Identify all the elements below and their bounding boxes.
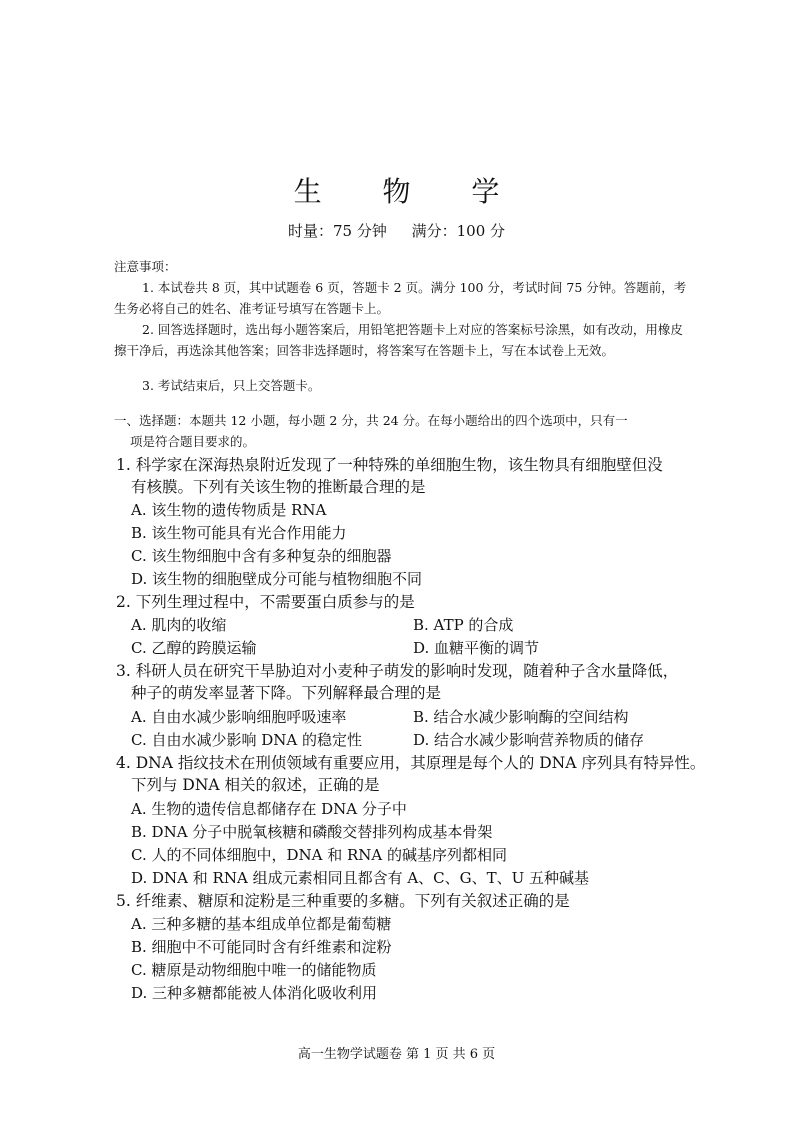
notice-item-2: 2. 回答选择题时，选出每小题答案后，用铅笔把答题卡上对应的答案标号涂黑，如有改动，用橡皮擦干净后，再选涂其他答案；回答非选择题时，将答案写在答题卡上，写在本试卷上无效。 — [114, 322, 683, 358]
question-3-stem: 3. 科研人员在研究干旱胁迫对小麦种子萌发的影响时发现，随着种子含水量降低， — [116, 662, 679, 680]
question-4-stem: 4. DNA 指纹技术在刑侦领域有重要应用，其原理是每个人的 DNA 序列具有特异性。 — [116, 754, 706, 772]
exam-info — [0, 220, 793, 241]
question-1-option-d: D. 该生物的细胞壁成分可能与植物细胞不同 — [131, 570, 423, 588]
page-footer: 高一生物学试题卷 第 1 页 共 6 页 — [297, 1047, 496, 1062]
notice-item-1: 1. 本试卷共 8 页，其中试题卷 6 页，答题卡 2 页。满分 100 分，考试时间 75 分钟。答题前，考生务必将自己的姓名、准考证号填写在答题卡上。 — [114, 280, 687, 316]
question-5-option-a: A. 三种多糖的基本组成单位都是葡萄糖 — [131, 915, 392, 933]
question-4-stem-cont: 下列与 DNA 相关的叙述，正确的是 — [131, 776, 380, 794]
question-5-stem: 5. 纤维素、糖原和淀粉是三种重要的多糖。下列有关叙述正确的是 — [116, 892, 570, 910]
section-heading — [114, 410, 689, 452]
question-5-option-b: B. 细胞中不可能同时含有纤维素和淀粉 — [131, 938, 392, 956]
question-1-option-a: A. 该生物的遗传物质是 RNA — [131, 501, 327, 519]
question-4-option-c: C. 人的不同体细胞中，DNA 和 RNA 的碱基序列都相同 — [131, 846, 508, 864]
question-5-option-d: D. 三种多糖都能被人体消化吸收利用 — [131, 984, 378, 1002]
question-4-option-a: A. 生物的遗传信息都储存在 DNA 分子中 — [131, 800, 407, 818]
page-title: 生 物 学 — [293, 175, 526, 208]
question-2-option-b: B. ATP 的合成 — [413, 616, 514, 634]
section-line-2: 项是符合题目要求的。 — [130, 434, 256, 449]
question-1-stem: 1. 科学家在深海热泉附近发现了一种特殊的单细胞生物，该生物具有细胞壁但没 — [116, 456, 663, 474]
question-4-option-b: B. DNA 分子中脱氧核糖和磷酸交替排列构成基本骨架 — [131, 823, 493, 841]
question-2-option-d: D. 血糖平衡的调节 — [413, 639, 540, 657]
question-4-option-d: D. DNA 和 RNA 组成元素相同且都含有 A、C、G、T、U 五种碱基 — [131, 869, 590, 887]
question-5-option-c: C. 糖原是动物细胞中唯一的储能物质 — [131, 961, 377, 979]
question-1-option-c: C. 该生物细胞中含有多种复杂的细胞器 — [131, 547, 392, 565]
question-3-stem-cont: 种子的萌发率显著下降。下列解释最合理的是 — [131, 684, 442, 702]
question-2-option-c: C. 乙醇的跨膜运输 — [131, 639, 257, 657]
question-3-option-a: A. 自由水减少影响细胞呼吸速率 — [131, 708, 347, 726]
question-3-option-c: C. 自由水减少影响 DNA 的稳定性 — [131, 731, 362, 749]
question-1-option-b: B. 该生物可能具有光合作用能力 — [131, 524, 347, 542]
full-score: 满分：100 分 — [411, 222, 506, 240]
question-3-option-b: B. 结合水减少影响酶的空间结构 — [413, 708, 629, 726]
time-limit: 时量：75 分钟 — [287, 222, 387, 240]
section-line-1: 一、选择题：本题共 12 小题，每小题 2 分，共 24 分。在每小题给出的四个选项中，只有一 — [114, 413, 628, 428]
question-3-option-d: D. 结合水减少影响营养物质的储存 — [413, 731, 645, 749]
question-2-option-a: A. 肌肉的收缩 — [131, 616, 227, 634]
notice-item-3: 3. 考试结束后，只上交答题卡。 — [142, 378, 321, 393]
notice-label: 注意事项： — [114, 259, 177, 274]
question-2-stem: 2. 下列生理过程中，不需要蛋白质参与的是 — [116, 593, 415, 611]
question-1-stem-cont: 有核膜。下列有关该生物的推断最合理的是 — [131, 478, 426, 496]
